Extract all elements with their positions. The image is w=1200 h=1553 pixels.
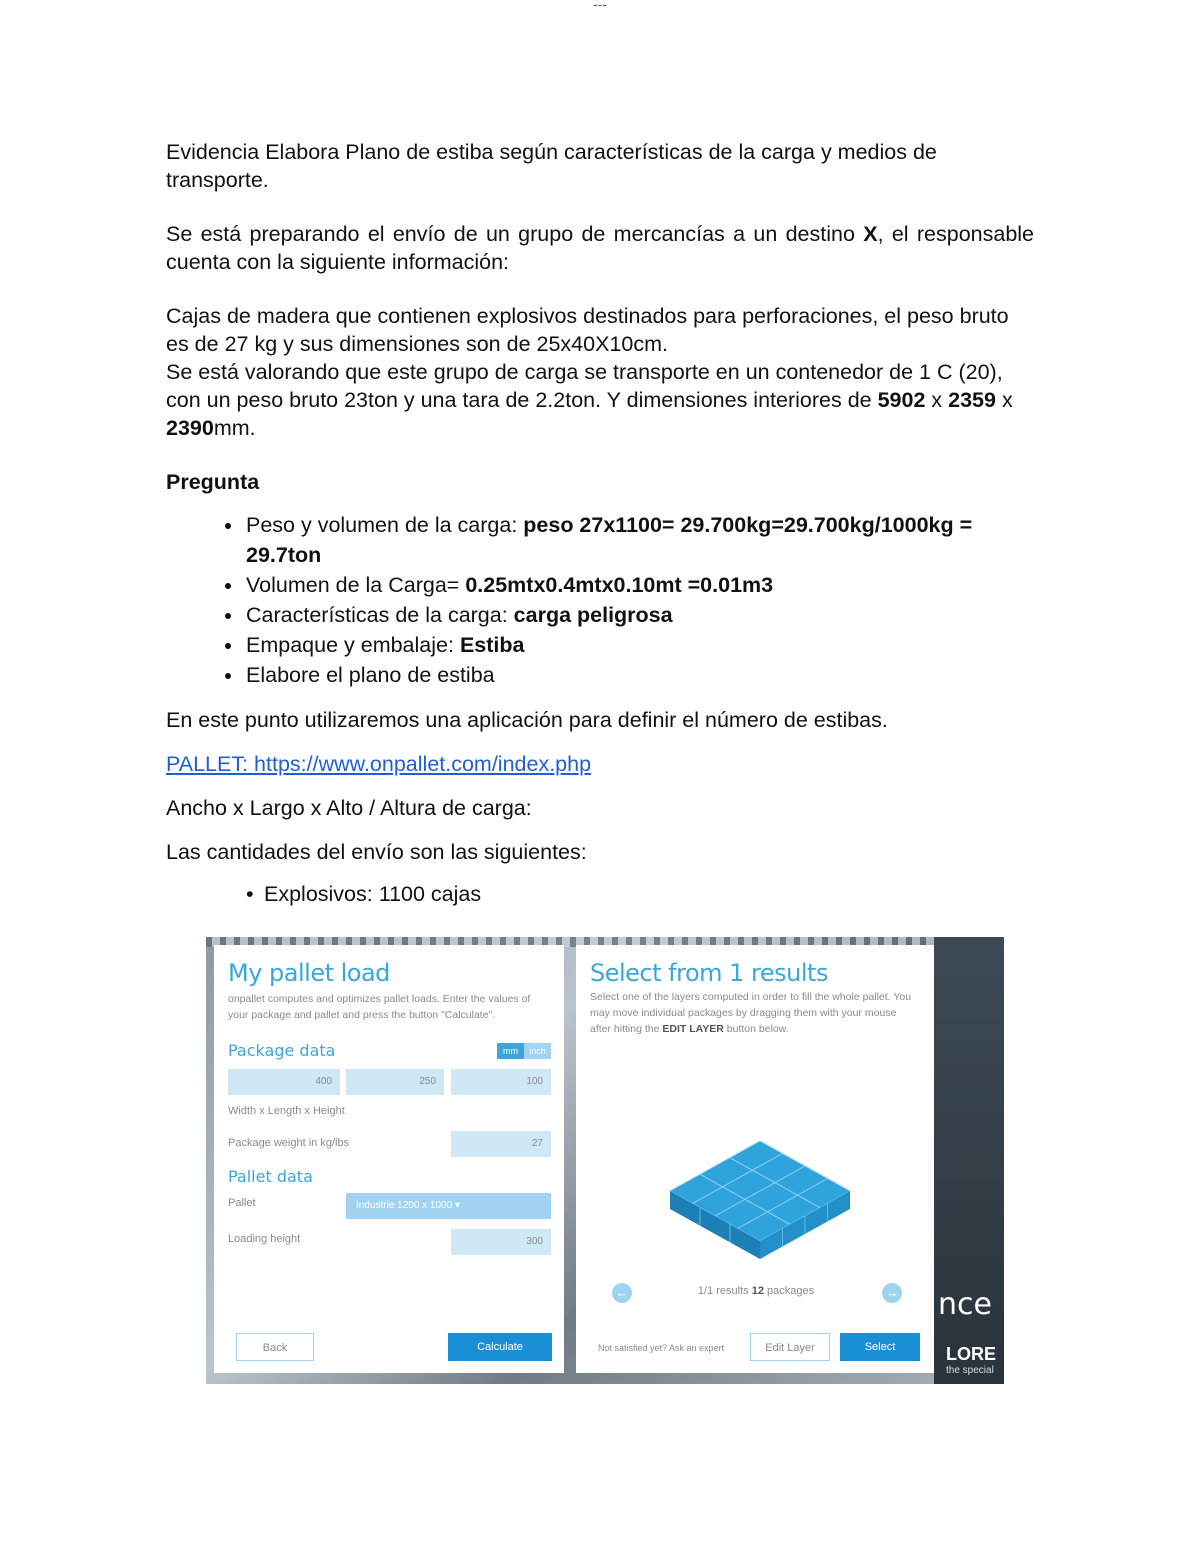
question-answer: carga peligrosa [513,603,673,627]
dimension-height: 2390 [166,416,214,440]
unit-inch-option[interactable]: inch [524,1043,551,1059]
select-button[interactable]: Select [840,1333,920,1361]
question-item [244,510,1034,570]
results-description [590,989,920,1037]
back-button[interactable]: Back [236,1333,314,1361]
results-panel [576,945,934,1373]
container-text: Se está valorando que este grupo de carga se transporte en un contenedor de 1 C (20), con un peso bruto 23ton y una tara de 2.2ton. Y dimensiones interiores de [166,360,1003,412]
calculate-button[interactable]: Calculate [448,1333,552,1361]
panel-description: onpallet computes and optimizes pallet loads. Enter the values of your package and pallet and press the button "Calculate". [228,993,531,1021]
onpallet-screenshot [206,937,1004,1384]
question-answer: peso 27x1100= 29.700kg=29.700kg/1000kg = 29.7ton [246,513,973,567]
pallet-data-heading: Pallet data [228,1167,313,1186]
results-counter [676,1285,836,1297]
question-label: Características de la carga: [246,603,514,627]
quantity-list [166,880,1034,908]
loading-height-label: Loading height [228,1233,301,1245]
package-data-heading: Package data [228,1041,336,1060]
unit-mm: mm. [213,416,256,440]
quantity-item: • Explosivos: 1100 cajas [264,880,1034,908]
pallet-layer-preview[interactable] [660,1131,860,1261]
document-title: Evidencia Elabora Plano de estiba según características de la carga y medios de transporte. [166,140,937,192]
intro-paragraph [166,220,1034,276]
question-label: Empaque y embalaje: [246,633,460,657]
question-item [244,570,1034,600]
loading-height-input[interactable]: 300 [451,1229,551,1255]
results-title: Select from 1 results [590,959,828,987]
app-paragraph: En este punto utilizaremos una aplicación para definir el número de estibas. [166,708,888,732]
edge-brand: LORE [946,1344,997,1364]
edit-layer-button[interactable]: Edit Layer [750,1333,830,1361]
pallet-load-panel [214,945,564,1373]
question-item [244,630,1034,660]
prev-result-icon[interactable]: ← [612,1283,632,1303]
question-label: Elabore el plano de estiba [246,663,495,687]
edge-tagline: the special [946,1365,994,1376]
intro-text: Se está preparando el envío de un grupo de mercancías a un destino [166,222,864,246]
pallet-layer-boxes [670,1141,850,1259]
panel-title: My pallet load [228,959,390,987]
results-desc-end: button below. [723,1023,789,1035]
ask-expert-link[interactable]: Not satisfied yet? Ask an expert [598,1343,725,1353]
results-desc-text: Select one of the layers computed in order to fill the whole pallet. You may move individual packages by dragging them with your mouse after hitting the [590,991,912,1035]
question-answer: 0.25mtx0.4mtx0.10mt =0.01m3 [465,573,774,597]
pallet-select[interactable]: Industrie 1200 x 1000 ▾ [346,1193,551,1219]
page-marker: --- [593,0,607,12]
question-item [244,600,1034,630]
width-input[interactable]: 400 [228,1069,340,1095]
section-heading: Pregunta [166,470,260,494]
pallet-field-label: Pallet [228,1197,256,1209]
dimension-length: 5902 [877,388,926,412]
onpallet-link[interactable]: PALLET: https://www.onpallet.com/index.php [166,752,592,776]
length-input[interactable]: 250 [346,1069,444,1095]
times-sign: x [995,388,1013,412]
document-body [166,138,1034,908]
results-count-text: 1/1 results [697,1285,752,1297]
edit-layer-hint: EDIT LAYER [662,1023,724,1035]
weight-field-label: Package weight in kg/lbs [228,1137,350,1149]
edge-big-text: nce [938,1287,992,1322]
question-label: Volumen de la Carga= [246,573,466,597]
times-sign: x [925,388,949,412]
unit-toggle[interactable] [497,1043,551,1059]
question-list [166,510,1034,690]
quantity-intro: Las cantidades del envío son las siguientes: [166,840,587,864]
question-item [244,660,1034,690]
destination-x: X [863,222,878,246]
dims-label: Ancho x Largo x Alto / Altura de carga: [166,796,532,820]
package-count: 12 [751,1285,764,1297]
weight-input[interactable]: 27 [451,1131,551,1157]
container-description [166,358,1034,442]
dimension-width: 2359 [948,388,996,412]
question-answer: Estiba [459,633,525,657]
next-result-icon[interactable]: → [882,1283,902,1303]
cargo-description: Cajas de madera que contienen explosivos destinados para perforaciones, el peso bruto es de 27 kg y sus dimensiones son de 25x40X10cm. [166,304,1009,356]
intro-text-end: , el responsable cuenta con la siguiente información: [166,222,1035,274]
packages-label: packages [763,1285,815,1297]
height-input[interactable]: 100 [451,1069,551,1095]
unit-mm-option[interactable]: mm [497,1043,524,1059]
question-label: Peso y volumen de la carga: [246,513,524,537]
dims-field-label: Width x Length x Height [228,1105,345,1117]
